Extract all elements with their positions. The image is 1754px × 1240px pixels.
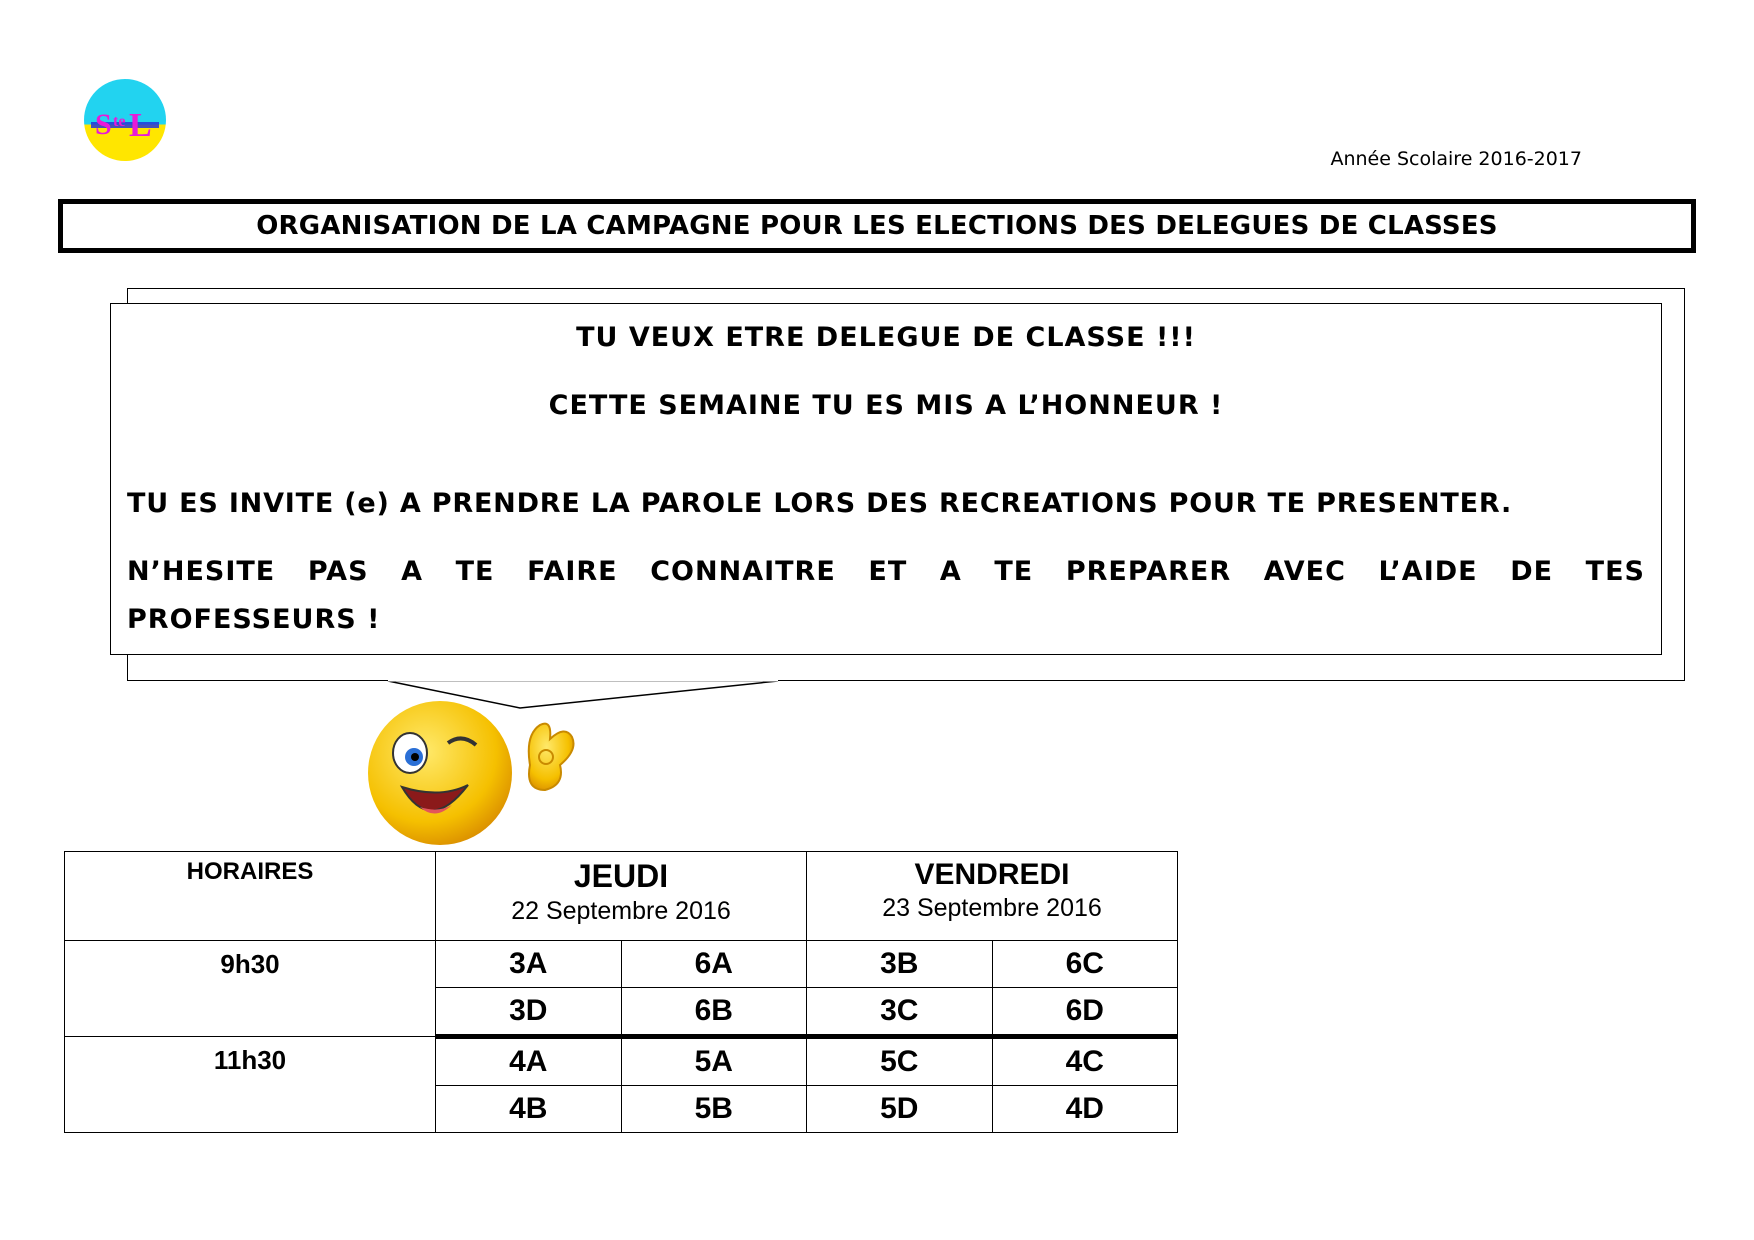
page-title: ORGANISATION DE LA CAMPAGNE POUR LES ELECTIONS DES DELEGUES DE CLASSES (58, 199, 1696, 253)
svg-text:S: S (95, 108, 112, 141)
class-cell: 5C (807, 1037, 993, 1086)
class-cell: 4D (992, 1086, 1178, 1133)
time-slot: 11h30 (65, 1037, 436, 1133)
school-year: Année Scolaire 2016-2017 (1330, 148, 1582, 170)
class-cell: 6D (992, 988, 1178, 1037)
class-cell: 5B (621, 1086, 807, 1133)
class-cell: 6B (621, 988, 807, 1037)
svg-text:L: L (129, 107, 152, 144)
time-slot: 9h30 (65, 941, 436, 1037)
bubble-line-5: PROFESSEURS ! (127, 604, 381, 635)
class-cell: 6A (621, 941, 807, 988)
class-cell: 3D (436, 988, 622, 1037)
school-logo (83, 78, 167, 162)
horaires-header: HORAIRES (65, 852, 436, 941)
class-cell: 3B (807, 941, 993, 988)
class-cell: 4C (992, 1037, 1178, 1086)
winking-smiley-icon (360, 695, 600, 845)
class-cell: 4A (436, 1037, 622, 1086)
class-cell: 5A (621, 1037, 807, 1086)
schedule-table (64, 851, 1178, 1133)
day-name: JEUDI (573, 858, 669, 894)
day-header-vendredi (807, 852, 1178, 941)
class-cell: 3C (807, 988, 993, 1037)
class-cell: 6C (992, 941, 1178, 988)
svg-text:te: te (113, 113, 126, 130)
class-cell: 5D (807, 1086, 993, 1133)
speech-bubble (110, 303, 1662, 655)
bubble-line-2: CETTE SEMAINE TU ES MIS A L’HONNEUR ! (548, 390, 1224, 421)
bubble-line-4: N’HESITE PAS A TE FAIRE CONNAITRE ET A TE PREPARER AVEC L’AIDE DE TES (127, 556, 1645, 587)
class-cell: 4B (436, 1086, 622, 1133)
day-date: 22 Septembre 2016 (511, 897, 731, 925)
day-header-jeudi (436, 852, 807, 941)
day-date: 23 Septembre 2016 (882, 894, 1102, 922)
bubble-line-3: TU ES INVITE (e) A PRENDRE LA PAROLE LORS DES RECREATIONS POUR TE PRESENTER. (127, 488, 1513, 519)
bubble-line-1: TU VEUX ETRE DELEGUE DE CLASSE !!! (576, 322, 1196, 353)
class-cell: 3A (436, 941, 622, 988)
day-name: VENDREDI (914, 858, 1070, 891)
